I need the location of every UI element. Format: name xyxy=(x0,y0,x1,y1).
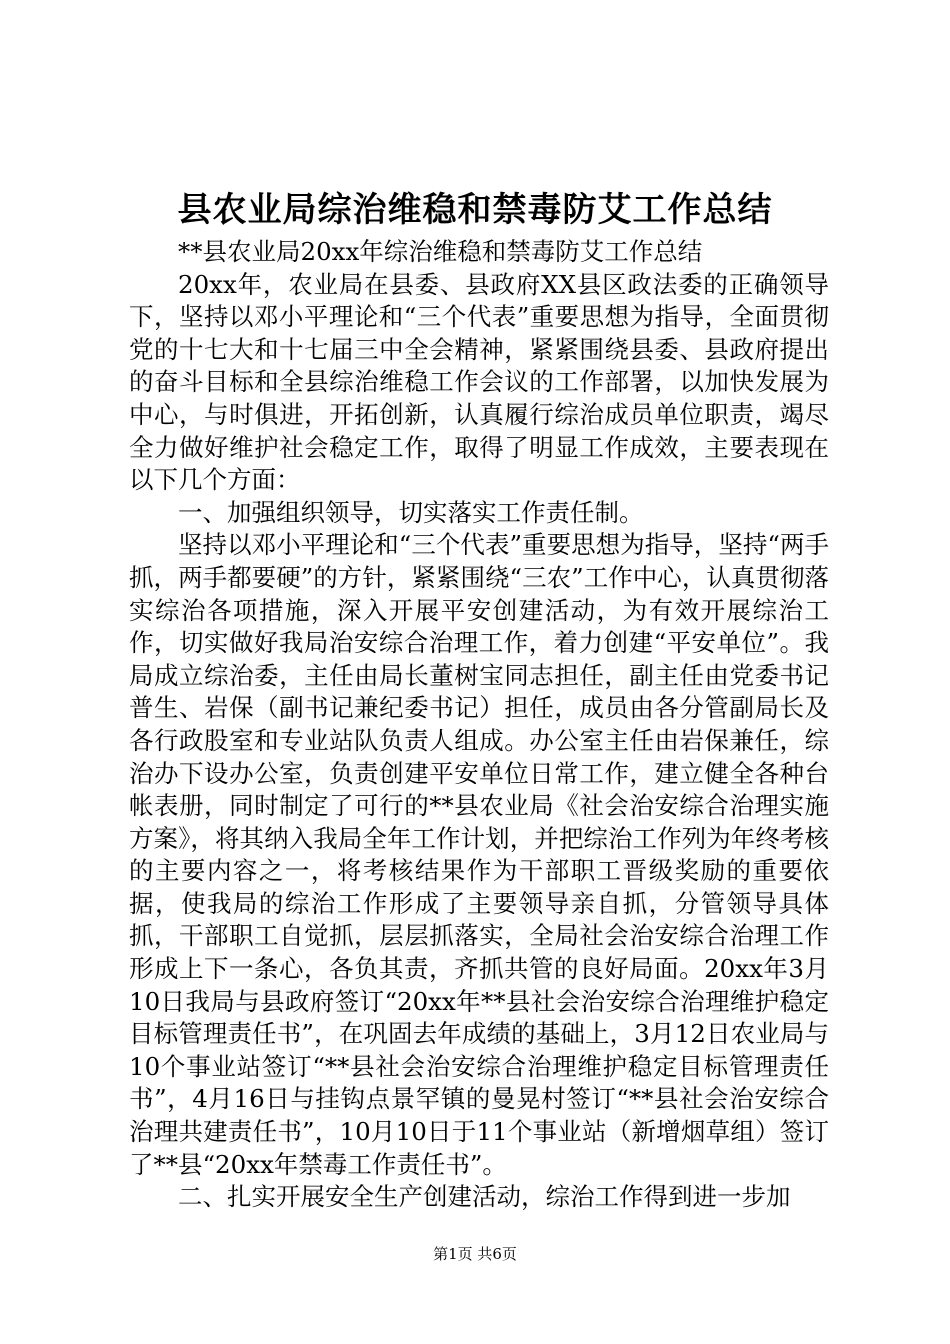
document-body xyxy=(129,236,829,1214)
paragraph-heading-1: 一、加强组织领导，切实落实工作责任制。 xyxy=(178,497,644,527)
paragraph-intro: 20xx年，农业局在县委、县政府XX县区政法委的正确领导下，坚持以邓小平理论和“三个代表”重要思想为指导，全面贯彻党的十七大和十七届三中全会精神，紧紧围绕县委、县政府提出的奋斗目标和全县综治维稳工作会议的工作部署，以加快发展为中心，与时俱进，开拓创新，认真履行综治成员单位职责，竭尽全力做好维护社会稳定工作，取得了明显工作成效，主要表现在以下几个方面： xyxy=(129,269,829,495)
document-title: 县农业局综治维稳和禁毒防艾工作总结 xyxy=(177,190,773,230)
paragraph-section-1: 坚持以邓小平理论和“三个代表”重要思想为指导，坚持“两手抓，两手都要硬”的方针，紧紧围绕“三农”工作中心，认真贯彻落实综治各项措施，深入开展平安创建活动，为有效开展综治工作，切实做好我局治安综合治理工作，着力创建“平安单位”。我局成立综治委，主任由局长董树宝同志担任，副主任由党委书记普生、岩保（副书记兼纪委书记）担任，成员由各分管副局长及各行政股室和专业站队负责人组成。办公室主任由岩保兼任，综治办下设办公室，负责创建平安单位日常工作，建立健全各种台帐表册，同时制定了可行的**县农业局《社会治安综合治理实施方案》，将其纳入我局全年工作计划，并把综治工作列为年终考核的主要内容之一，将考核结果作为干部职工晋级奖励的重要依据，使我局的综治工作形成了主要领导亲自抓，分管领导具体抓，干部职工自觉抓，层层抓落实，全局社会治安综合治理工作形成上下一条心，各负其责，齐抓共管的良好局面。20xx年3月10日我局与县政府签订“20xx年**县社会治安综合治理维护稳定目标管理责任书”，在巩固去年成绩的基础上，3月12日农业局与10个事业站签订“**县社会治安综合治理维护稳定目标管理责任书”，4月16日与挂钩点景罕镇的曼晃村签订“**县社会治安综合治理共建责任书”，10月10日于11个事业站（新增烟草组）签订了**县“20xx年禁毒工作责任书”。 xyxy=(129,530,829,1179)
paragraph-heading-2: 二、扎实开展安全生产创建活动，综治工作得到进一步加 xyxy=(178,1182,791,1212)
paragraph-subtitle: **县农业局20xx年综治维稳和禁毒防艾工作总结 xyxy=(178,237,703,266)
page-number-footer: 第1页 共6页 xyxy=(433,1245,517,1263)
